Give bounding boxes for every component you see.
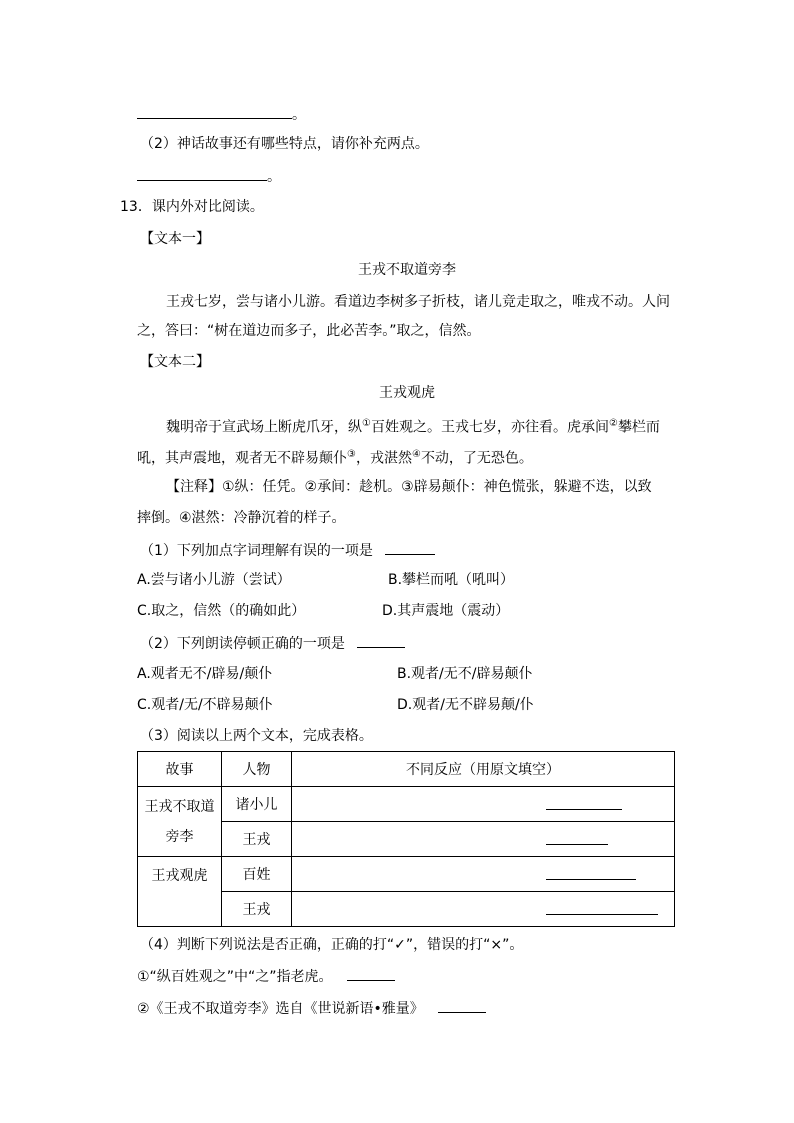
answer-cell [292,787,675,822]
text1-body-line-1: 王戎七岁，尝与诸小儿游。看道边李树多子折枝，诸儿竞走取之，唯戎不动。人问 [166,294,670,310]
notes-line-1: 【注释】①纵：任凭。②承间：趁机。③辟易颠仆：神色慌张，躲避不迭，以致 [166,479,652,495]
notes-line-2: 摔倒。④湛然：冷静沉着的样子。 [137,510,346,526]
table-header: 故事 [138,752,222,787]
table-header: 不同反应（用原文填空） [292,752,675,787]
text2-body-line-1: 魏明帝于宣武场上断虎爪牙，纵①百姓观之。王戎七岁，亦往看。虎承间②攀栏而 [166,418,660,436]
table-header: 人物 [222,752,292,787]
answer-blank[interactable] [546,830,608,845]
q2-option-d[interactable]: D.观者/无不辟易颠/仆 [397,697,534,713]
text2-title: 王戎观虎 [379,385,435,401]
table-header-row [138,752,675,787]
table-row [138,787,675,822]
text2-body-line-2: 吼，其声震地，观者无不辟易颠仆③，戎湛然④不动，了无恐色。 [137,449,533,467]
question-3: （3）阅读以上两个文本，完成表格。 [140,728,373,744]
answer-cell [292,857,675,892]
answer-blank-q1[interactable] [385,540,435,555]
answer-line-1: 。 [137,104,306,125]
story-cell: 王戎观虎 [138,857,222,927]
answer-cell [292,822,675,857]
footnote-mark-4: ④ [411,449,421,460]
footnote-mark-3: ③ [347,449,356,460]
person-cell: 王戎 [222,822,292,857]
q1-option-d[interactable]: D.其声震地（震动） [382,603,510,619]
answer-blank[interactable] [137,166,267,181]
question-1: （1）下列加点字词理解有误的一项是 [140,540,435,561]
footnote-mark-2: ② [608,418,618,429]
answer-blank[interactable] [546,795,622,810]
question-13-title: 13．课内外对比阅读。 [120,199,264,215]
footnote-mark-1: ① [362,418,371,429]
question-4: （4）判断下列说法是否正确，正确的打“✓”，错误的打“×”。 [140,937,524,953]
story-cell: 王戎不取道 旁李 [138,787,222,857]
text1-body-line-2: 之，答曰：“树在道边而多子，此必苦李。”取之，信然。 [137,323,481,339]
text2-label: 【文本二】 [140,354,210,370]
q4-statement-2: ②《王戎不取道旁李》选自《世说新语•雅量》 [137,998,486,1019]
q1-option-b[interactable]: B.攀栏而吼（吼叫） [388,572,515,588]
answer-blank[interactable] [137,104,292,119]
person-cell: 百姓 [222,857,292,892]
text1-label: 【文本一】 [140,231,210,247]
q2-option-b[interactable]: B.观者/无不/辟易颠仆 [397,666,533,682]
answer-blank-q4-1[interactable] [347,966,395,981]
answer-blank-q4-2[interactable] [438,998,486,1013]
answer-blank-q2[interactable] [357,633,405,648]
question-2: （2）下列朗读停顿正确的一项是 [140,633,405,654]
answer-line-2: 。 [137,166,281,187]
q4-statement-1: ①“纵百姓观之”中“之”指老虎。 [137,966,395,987]
text1-title: 王戎不取道旁李 [358,262,456,278]
q1-option-a[interactable]: A.尝与诸小儿游（尝试） [137,572,291,588]
q2-option-c[interactable]: C.观者/无/不辟易颠仆 [137,697,273,713]
person-cell: 王戎 [222,892,292,927]
q1-option-c[interactable]: C.取之，信然（的确如此） [137,603,306,619]
q2-option-a[interactable]: A.观者无不/辟易/颠仆 [137,666,273,682]
table-row [138,857,675,892]
question-12-2: （2）神话故事还有哪些特点，请你补充两点。 [140,136,429,152]
comparison-table [137,751,675,927]
answer-blank[interactable] [546,900,658,915]
person-cell: 诸小儿 [222,787,292,822]
answer-cell [292,892,675,927]
answer-blank[interactable] [546,865,636,880]
